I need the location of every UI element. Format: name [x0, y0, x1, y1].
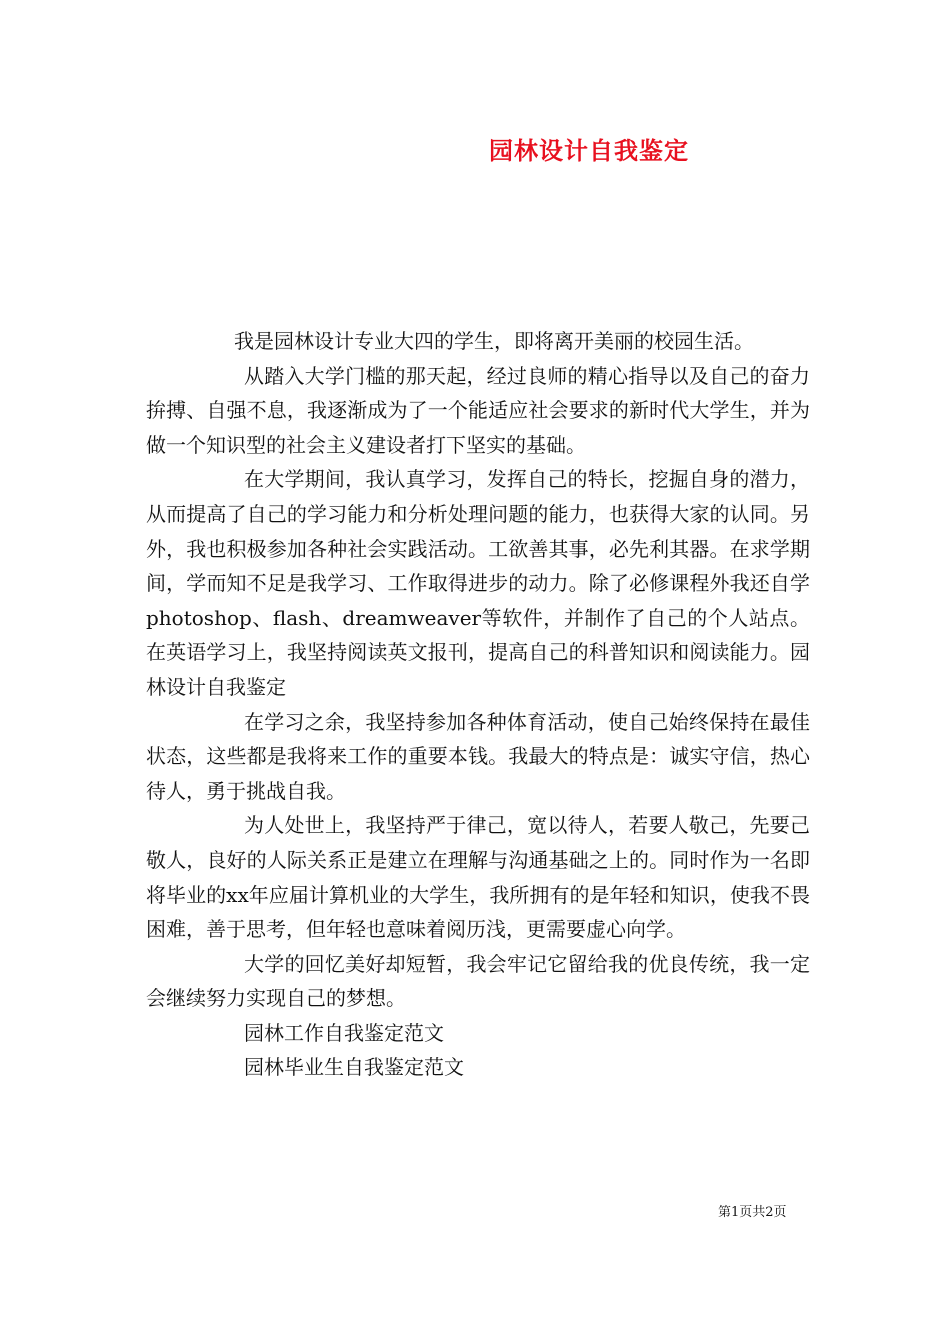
paragraph-conduct: 为人处世上，我坚持严于律己，宽以待人，若要人敬己，先要己敬人，良好的人际关系正是建立在理解与沟通基础之上的。同时作为一名即将毕业的xx年应届计算机业的大学生，我所拥有的是年轻和知识，使我不畏困难，善于思考，但年轻也意味着阅历浅，更需要虚心向学。 [146, 813, 810, 942]
document-body [146, 324, 810, 1085]
paragraph-intro: 我是园林设计专业大四的学生，即将离开美丽的校园生活。 [234, 329, 754, 353]
paragraph-closing: 大学的回忆美好却短暂，我会牢记它留给我的优良传统，我一定会继续努力实现自己的梦想。 [146, 951, 810, 1011]
paragraph-growth: 从踏入大学门槛的那天起，经过良师的精心指导以及自己的奋力拚搏、自强不息，我逐渐成为了一个能适应社会要求的新时代大学生，并为做一个知识型的社会主义建设者打下坚实的基础。 [146, 363, 810, 457]
related-link-work-appraisal[interactable]: 园林工作自我鉴定范文 [244, 1020, 444, 1045]
page-indicator: 第1页共2页 [718, 1205, 787, 1220]
related-link-graduate-appraisal[interactable]: 园林毕业生自我鉴定范文 [244, 1055, 464, 1080]
paragraph-sports: 在学习之余，我坚持参加各种体育活动，使自己始终保持在最佳状态，这些都是我将来工作的重要本钱。我最大的特点是：诚实守信，热心待人，勇于挑战自我。 [146, 709, 810, 803]
document-title: 园林设计自我鉴定 [489, 136, 689, 165]
paragraph-study: 在大学期间，我认真学习，发挥自己的特长，挖掘自身的潜力，从而提高了自己的学习能力和分析处理问题的能力，也获得大家的认同。另外，我也积极参加各种社会实践活动。工欲善其事，必先利其器。在求学期间，学而知不足是我学习、工作取得进步的动力。除了必修课程外我还自学photoshop、flash、dreamweaver等软件，并制作了自己的个人站点。在英语学习上，我坚持阅读英文报刊，提高自己的科普知识和阅读能力。园林设计自我鉴定 [146, 467, 810, 699]
